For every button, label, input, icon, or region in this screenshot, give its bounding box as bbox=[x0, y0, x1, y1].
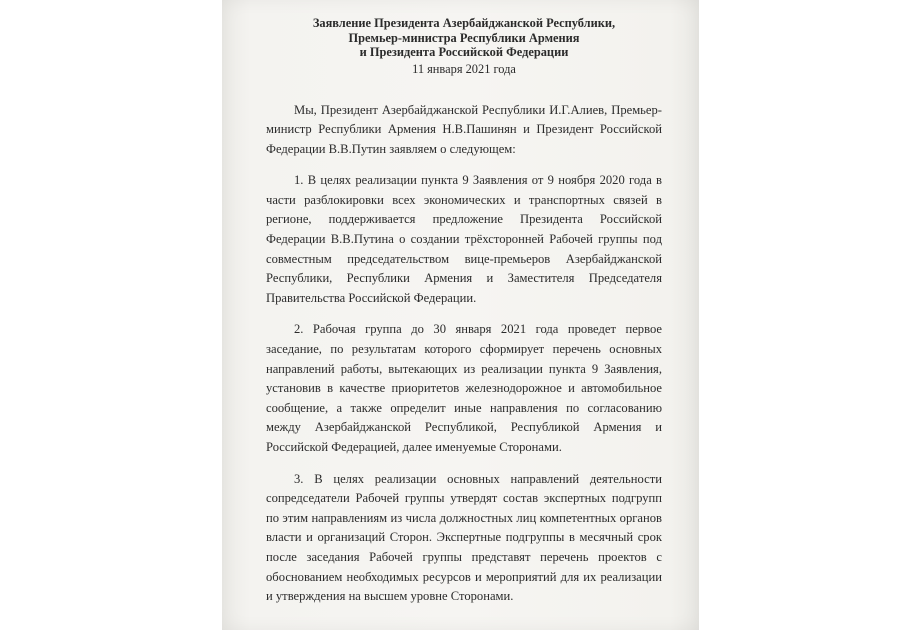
intro-paragraph: Мы, Президент Азербайджанской Республики И.Г.Алиев, Премьер-министр Республики Армения Н.В.Пашинян и Президент Российской Федерации В.В.Путин заявляем о следующем: bbox=[266, 102, 662, 156]
title-line-2: Премьер-министра Республики Армения bbox=[348, 30, 580, 45]
document-date: 11 января 2021 года bbox=[412, 61, 516, 76]
clause-3: 3. В целях реализации основных направлений деятельности сопредседатели Рабочей группы утвердят состав экспертных подгрупп по этим направлениям из числа должностных лиц компетентных органов власти и организаций Сторон. Экспертные подгруппы в месячный срок после заседания Рабочей группы представят перечень проектов с обоснованием необходимых ресурсов и мероприятий для их реализации и утверждения на высшем уровне Сторонами. bbox=[266, 471, 662, 604]
title-line-1: Заявление Президента Азербайджанской Республики, bbox=[312, 16, 616, 30]
document-title bbox=[266, 16, 662, 60]
clause-2: 2. Рабочая группа до 30 января 2021 года проведет первое заседание, по результатам которого сформирует перечень основных направлений работы, вытекающих из реализации пункта 9 Заявления, установив в качестве приоритетов железнодорожное и автомобильное сообщение, а также определит иные направления по согласованию между Азербайджанской Республикой, Республикой Армения и Российской Федерацией, далее именуемые Сторонами. bbox=[266, 322, 662, 454]
document-page bbox=[222, 0, 699, 630]
title-line-3: и Президента Российской Федерации bbox=[359, 45, 569, 59]
document-body bbox=[266, 16, 662, 607]
clause-1: 1. В целях реализации пункта 9 Заявления от 9 ноября 2020 года в части разблокировки всех экономических и транспортных связей в регионе, поддерживается предложение Президента Российской Федерации В.В.Путина о создании трёхсторонней Рабочей группы под совместным председательством вице-премьеров Азербайджанской Республики, Республики Армения и Заместителя Председателя Правительства Российской Федерации. bbox=[266, 173, 662, 305]
